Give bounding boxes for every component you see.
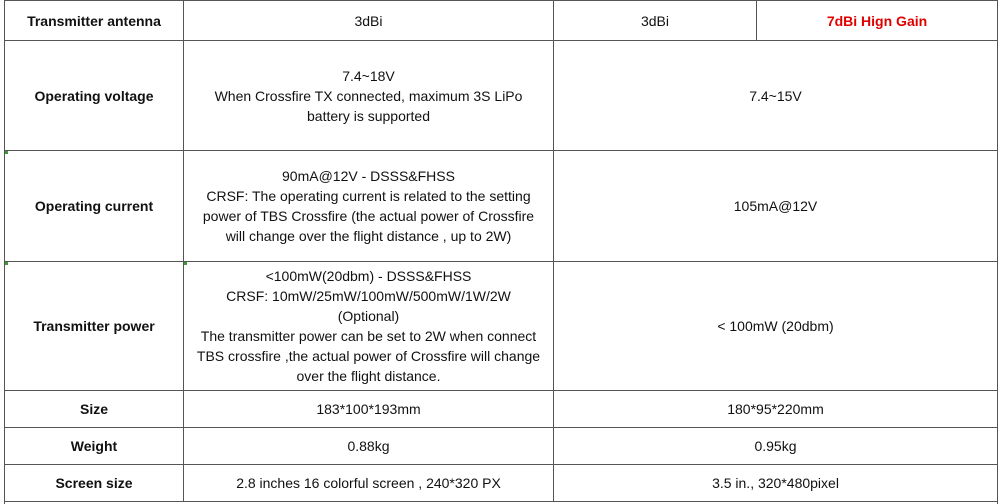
- row-label: Operating current: [5, 151, 184, 261]
- table-row: [5, 0, 997, 41]
- cell-value: 0.88kg: [184, 428, 554, 464]
- cell-value: 180*95*220mm: [727, 401, 824, 417]
- table-row: [5, 151, 997, 262]
- cell-value: 183*100*193mm: [184, 391, 554, 427]
- cell-marker: [5, 262, 8, 265]
- row-label: Weight: [5, 428, 184, 464]
- cell-value: <100mW(20dbm) - DSSS&FHSS CRSF: 10mW/25mW/100mW/500mW/1W/2W (Optional) The transmitter power can be set to 2W when connect TBS crossfire ,the actual power of Crossfire will change over the flight distance.: [196, 268, 541, 384]
- cell-value-wrap: [184, 151, 554, 261]
- row-label: Screen size: [5, 465, 184, 501]
- table-row: [5, 391, 997, 428]
- cell-value: 2.8 inches 16 colorful screen , 240*320 PX: [184, 465, 554, 501]
- cell-marker: [5, 151, 8, 154]
- row-label: Transmitter power: [5, 262, 184, 390]
- row-label: Size: [5, 391, 184, 427]
- spec-table: [4, 0, 998, 504]
- cell-value: < 100mW (20dbm): [717, 318, 834, 334]
- cell-value: 3dBi: [554, 1, 757, 40]
- cell-value-wrap: [184, 262, 554, 390]
- table-row: [5, 465, 997, 502]
- cell-value: 3.5 in., 320*480pixel: [712, 475, 839, 491]
- cell-value: 90mA@12V - DSSS&FHSS CRSF: The operating current is related to the setting power of TBS Crossfire (the actual power of Crossfire will change over the flight distance , up to 2W): [202, 168, 535, 244]
- cell-value: 105mA@12V: [733, 198, 818, 214]
- table-row: [5, 262, 997, 391]
- cell-value: 7.4~15V: [749, 87, 802, 104]
- cell-value: 3dBi: [184, 1, 554, 40]
- cell-value: 7.4~18V When Crossfire TX connected, maximum 3S LiPo battery is supported: [214, 67, 523, 124]
- cell-value: 0.95kg: [754, 438, 797, 454]
- row-label: Operating voltage: [5, 41, 184, 150]
- cell-marker: [184, 262, 187, 265]
- cell-value-wrap: [184, 41, 554, 150]
- table-row: [5, 41, 997, 151]
- table-row: [5, 428, 997, 465]
- row-label: Transmitter antenna: [5, 1, 184, 40]
- cell-value-highlight: 7dBi Hign Gain: [826, 12, 928, 29]
